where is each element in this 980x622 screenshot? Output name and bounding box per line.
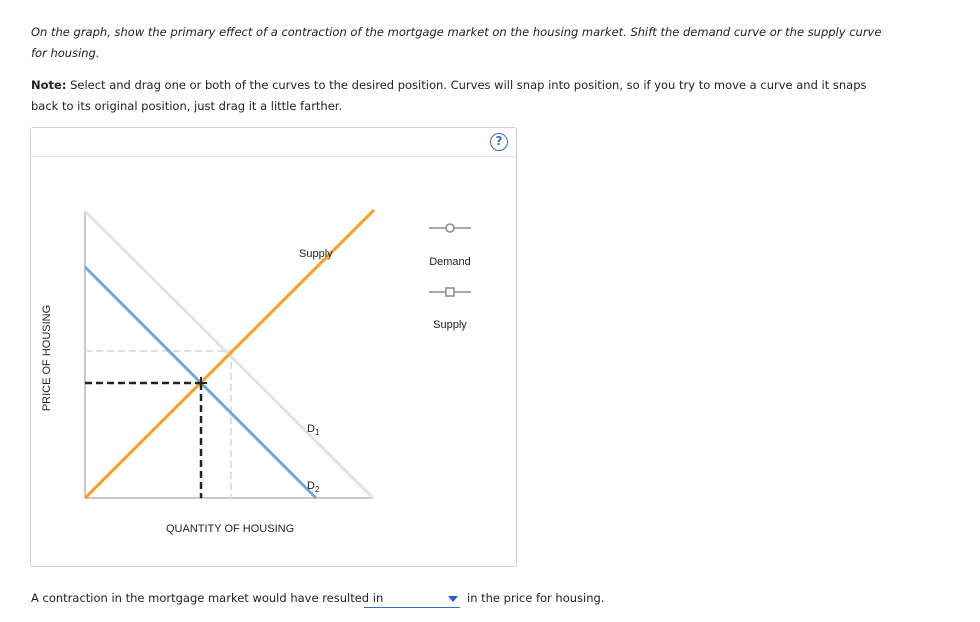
instructions-text: On the graph, show the primary effect of a contraction of the mortgage market on the housing market. Shift the demand curve or the supply curve for housing. bbox=[31, 25, 882, 60]
legend-demand-tool[interactable] bbox=[429, 224, 471, 232]
x-axis-label: QUANTITY OF HOUSING bbox=[166, 523, 295, 535]
d2-label-sub: 2 bbox=[314, 485, 320, 494]
help-icon[interactable]: ? bbox=[490, 133, 508, 151]
question-suffix: in the price for housing. bbox=[467, 591, 605, 605]
d1-label-main: D bbox=[307, 423, 315, 435]
graph-panel bbox=[30, 127, 517, 567]
supply-label: Supply bbox=[299, 248, 333, 260]
price-change-dropdown[interactable] bbox=[364, 590, 460, 608]
note-label: Note: bbox=[31, 78, 67, 92]
legend-supply-label: Supply bbox=[433, 319, 467, 331]
question-prefix: A contraction in the mortgage market would have resulted in bbox=[31, 591, 384, 605]
legend-demand-label: Demand bbox=[429, 256, 471, 268]
circle-marker-icon bbox=[446, 224, 454, 232]
caret-down-icon bbox=[448, 596, 458, 602]
legend-supply-tool[interactable] bbox=[429, 288, 471, 296]
d1-label bbox=[307, 423, 320, 437]
d1-label-sub: 1 bbox=[314, 428, 320, 437]
note-body: Select and drag one or both of the curves to the desired position. Curves will snap into position, so if you try to move a curve and it snaps back to its original position, just drag it a little farther. bbox=[31, 78, 867, 113]
d2-label bbox=[307, 480, 320, 494]
y-axis-label: PRICE OF HOUSING bbox=[41, 304, 53, 412]
square-marker-icon bbox=[446, 288, 454, 296]
housing-market-graph bbox=[31, 128, 518, 568]
d2-label-main: D bbox=[307, 480, 315, 492]
note-text bbox=[31, 75, 891, 117]
